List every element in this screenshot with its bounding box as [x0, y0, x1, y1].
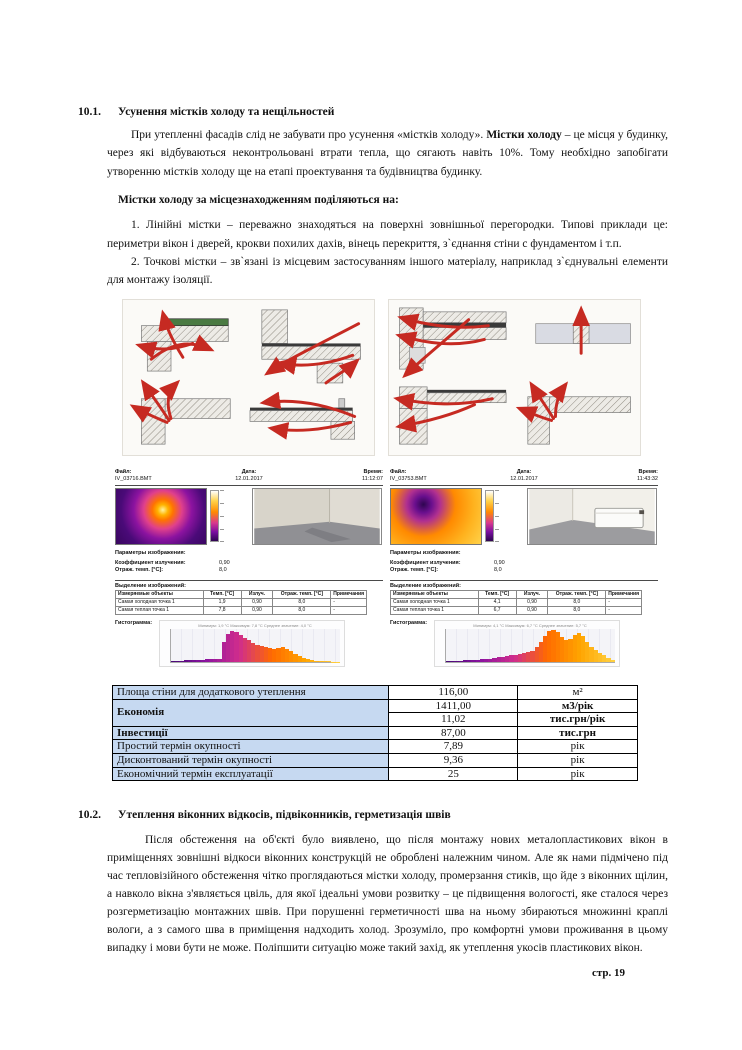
- date-field: [479, 469, 568, 483]
- cell-object: Самая холодная точка 1: [116, 598, 204, 606]
- room-photo-radiator: [527, 488, 657, 545]
- cell-temp: 4,1: [478, 598, 516, 606]
- economics-table: [112, 685, 638, 781]
- file-value: IV_03753.BMT: [390, 475, 427, 482]
- thermal-image-corner: [115, 488, 207, 545]
- thermal-image-radiator: [390, 488, 482, 545]
- histogram-block: [115, 620, 383, 667]
- thermal-report-2: [390, 469, 658, 667]
- paragraph-text: – це місця у будинку, через які відбуваються неконтрольовані втрати тепла, що сягають навіть 10%. Тому необхідно запобігати утворенню містків холоду ще на етапі проектування та будівництва будинку.: [107, 129, 668, 178]
- section-number: 10.1.: [78, 106, 101, 118]
- date-field: [204, 469, 293, 483]
- subheading-bridge-types: Містки холоду за місцезнаходженням поділяються на:: [118, 194, 399, 207]
- row-unit: тис.грн: [518, 726, 638, 740]
- row-label: Простий термін окупності: [113, 740, 389, 754]
- emissivity-label: Коэффициент излучения:: [115, 559, 186, 566]
- histogram-label: Гистограмма:: [390, 619, 428, 626]
- cell-refl: 8,0: [548, 606, 606, 614]
- table-row: [113, 726, 638, 740]
- date-label: Дата:: [241, 468, 257, 475]
- paragraph-bold-term: Містки холоду: [486, 129, 562, 141]
- table-header-row: [116, 590, 367, 598]
- refl-temp-label: Отраж. темп. [°C]:: [115, 566, 164, 573]
- table-row: [113, 685, 638, 699]
- col-emis: Излуч.: [516, 590, 548, 598]
- list-item-linear-bridges: 1. Лінійні містки – переважно знаходяться на поверхні зовнішньої перегородки. Типові приклади це: периметри вікон і дверей, крокви похилих дахів, вінець перекриття, з`єднання стіни с фундаментом і т.п.: [107, 219, 668, 250]
- emissivity-row: [115, 560, 383, 567]
- row-label: Економічний термін експлуатації: [113, 767, 389, 781]
- file-field: [115, 469, 204, 483]
- section-number: 10.2.: [78, 809, 101, 822]
- refl-temp-row: [115, 567, 383, 574]
- table-row: [116, 598, 367, 606]
- emissivity-label: Коэффициент излучения:: [390, 559, 461, 566]
- thermal-report-1: [115, 469, 383, 667]
- cell-temp: 7,8: [203, 606, 241, 614]
- room-photo-corner: [252, 488, 382, 545]
- table-row: [113, 754, 638, 768]
- col-note: Примечания: [606, 590, 642, 598]
- cell-object: Самая теплая точка 1: [116, 606, 204, 614]
- measured-objects-table: [390, 590, 642, 615]
- refl-temp-label: Отраж. темп. [°C]:: [390, 566, 439, 573]
- paragraph-windows: Після обстеження на об'єкті було виявлено, що після монтажу нових металопластикових вікон в приміщеннях зовнішні відкоси віконних конструкцій не оброблені належним чином. Але як нами підмічено під час тепловізійного обстеження чітко проглядаються містки холоду, промерзання стиків, що йде з віконних щілин, а навколо вікна з'являється цвіль, для якої ідеальні умови розвитку – це підвищення вологості, яке сталося через розгерметизацію монтажних швів. При порушенні герметичності шва на ньому збираються множинні краплі вологи, а з самого шва в приміщення надходить холод. Зрозуміло, про комфортні умови проживання в цьому випадку і мови бути не може. Поліпшити ситуацію може такий захід, як утеплення укосів пластикових вікон.: [107, 834, 668, 955]
- image-pair: [390, 488, 658, 545]
- row-label: Дисконтований термін окупності: [113, 754, 389, 768]
- thermal-bridge-diagram-linear: [122, 299, 375, 456]
- table-row: [113, 767, 638, 781]
- table-row: [391, 606, 642, 614]
- row-value: 25: [389, 767, 518, 781]
- cell-note: -: [606, 606, 642, 614]
- refl-temp-row: [390, 567, 658, 574]
- table-row: [391, 598, 642, 606]
- file-value: IV_03716.BMT: [115, 475, 152, 482]
- row-value: 116,00: [389, 685, 518, 699]
- divider: [390, 580, 658, 581]
- histogram-bars: [170, 629, 340, 663]
- divider: [390, 485, 658, 486]
- cell-object: Самая теплая точка 1: [391, 606, 479, 614]
- time-label: Время:: [363, 468, 383, 475]
- file-label: Файл:: [390, 468, 407, 475]
- col-temp: Темп. [°C]: [203, 590, 241, 598]
- histogram-bars: [445, 629, 615, 663]
- table-row: [113, 740, 638, 754]
- row-label: Економія: [113, 699, 389, 726]
- thermal-bridge-diagram-point: [388, 299, 641, 456]
- parameters-title: Параметры изображения:: [115, 550, 186, 557]
- scale-ticks: [495, 490, 499, 542]
- date-label: Дата:: [516, 468, 532, 475]
- time-field: [569, 469, 658, 483]
- row-value: 11,02: [389, 713, 518, 727]
- col-refl: Отраж. темп. [°C]: [548, 590, 606, 598]
- file-label: Файл:: [115, 468, 132, 475]
- row-value: 87,00: [389, 726, 518, 740]
- image-parameters: [115, 550, 383, 573]
- parameters-title: Параметры изображения:: [390, 550, 461, 557]
- refl-temp-value: 8,0: [494, 566, 502, 573]
- paragraph-intro: [107, 126, 668, 181]
- image-pair: [115, 488, 383, 545]
- section-title: Утеплення віконних відкосів, підвіконників, герметизація швів: [118, 809, 451, 822]
- row-label: Площа стіни для додаткового утеплення: [113, 685, 389, 699]
- histogram-chart: [434, 620, 620, 667]
- emissivity-value: 0,90: [219, 559, 230, 566]
- time-value: 11:12:07: [361, 475, 383, 482]
- col-emis: Излуч.: [241, 590, 273, 598]
- row-unit: рік: [518, 740, 638, 754]
- histogram-label: Гистограмма:: [115, 619, 153, 626]
- thermal-color-scale: [210, 490, 219, 542]
- date-value: 12.01.2017: [235, 475, 263, 482]
- cell-emis: 0,90: [241, 598, 273, 606]
- cell-note: -: [331, 598, 367, 606]
- selection-title: Выделение изображений:: [115, 582, 186, 589]
- emissivity-row: [390, 560, 658, 567]
- selection-block: [390, 583, 658, 615]
- time-label: Время:: [638, 468, 658, 475]
- emissivity-value: 0,90: [494, 559, 505, 566]
- date-value: 12.01.2017: [510, 475, 538, 482]
- histogram-caption: Минимум: 1,9 °C Максимум: 7,8 °C Среднее значение: 4,0 °C: [198, 622, 312, 628]
- thermal-color-scale: [485, 490, 494, 542]
- divider: [115, 580, 383, 581]
- thermal-reports-row: [115, 469, 668, 667]
- section-10-2-heading: [78, 809, 668, 822]
- table-row: [113, 699, 638, 713]
- scale-ticks: [220, 490, 224, 542]
- section-10-1-heading: [78, 106, 668, 118]
- table-row: [116, 606, 367, 614]
- file-field: [390, 469, 479, 483]
- list-item-point-bridges: 2. Точкові містки – зв`язані із місцевим застосуванням іншого матеріалу, наприклад з`єднувальні елементи для монтажу ізоляції.: [107, 255, 668, 287]
- col-object: Измеряемые объекты: [116, 590, 204, 598]
- cell-temp: 1,9: [203, 598, 241, 606]
- cell-temp: 6,7: [478, 606, 516, 614]
- cell-note: -: [331, 606, 367, 614]
- cell-emis: 0,90: [516, 598, 548, 606]
- time-field: [294, 469, 383, 483]
- cell-note: -: [606, 598, 642, 606]
- col-object: Измеряемые объекты: [391, 590, 479, 598]
- image-metadata: [115, 469, 383, 483]
- page-number: стр. 19: [591, 966, 625, 979]
- selection-block: [115, 583, 383, 615]
- cell-refl: 8,0: [273, 598, 331, 606]
- diagrams-row: [122, 299, 668, 456]
- row-unit: тис.грн/рік: [518, 713, 638, 727]
- col-temp: Темп. [°C]: [478, 590, 516, 598]
- cell-refl: 8,0: [273, 606, 331, 614]
- row-unit: м²: [518, 685, 638, 699]
- cell-refl: 8,0: [548, 598, 606, 606]
- section-title: Усунення містків холоду та нещільностей: [118, 106, 335, 118]
- row-unit: рік: [518, 754, 638, 768]
- cell-emis: 0,90: [241, 606, 273, 614]
- table-header-row: [391, 590, 642, 598]
- time-value: 11:43:32: [636, 475, 658, 482]
- histogram-caption: Минимум: 4,1 °C Максимум: 6,7 °C Среднее значение: 5,7 °C: [473, 622, 587, 628]
- row-label: Інвестиції: [113, 726, 389, 740]
- cell-object: Самая холодная точка 1: [391, 598, 479, 606]
- selection-title: Выделение изображений:: [390, 582, 461, 589]
- row-value: 9,36: [389, 754, 518, 768]
- col-refl: Отраж. темп. [°C]: [273, 590, 331, 598]
- row-unit: м3/рік: [518, 699, 638, 713]
- image-parameters: [390, 550, 658, 573]
- histogram-block: [390, 620, 658, 667]
- divider: [115, 485, 383, 486]
- refl-temp-value: 8,0: [219, 566, 227, 573]
- cell-emis: 0,90: [516, 606, 548, 614]
- image-metadata: [390, 469, 658, 483]
- row-unit: рік: [518, 767, 638, 781]
- paragraph-text: При утепленні фасадів слід не забувати про усунення «містків холоду».: [131, 129, 487, 141]
- row-value: 7,89: [389, 740, 518, 754]
- measured-objects-table: [115, 590, 367, 615]
- col-note: Примечания: [331, 590, 367, 598]
- row-value: 1411,00: [389, 699, 518, 713]
- histogram-chart: [159, 620, 345, 667]
